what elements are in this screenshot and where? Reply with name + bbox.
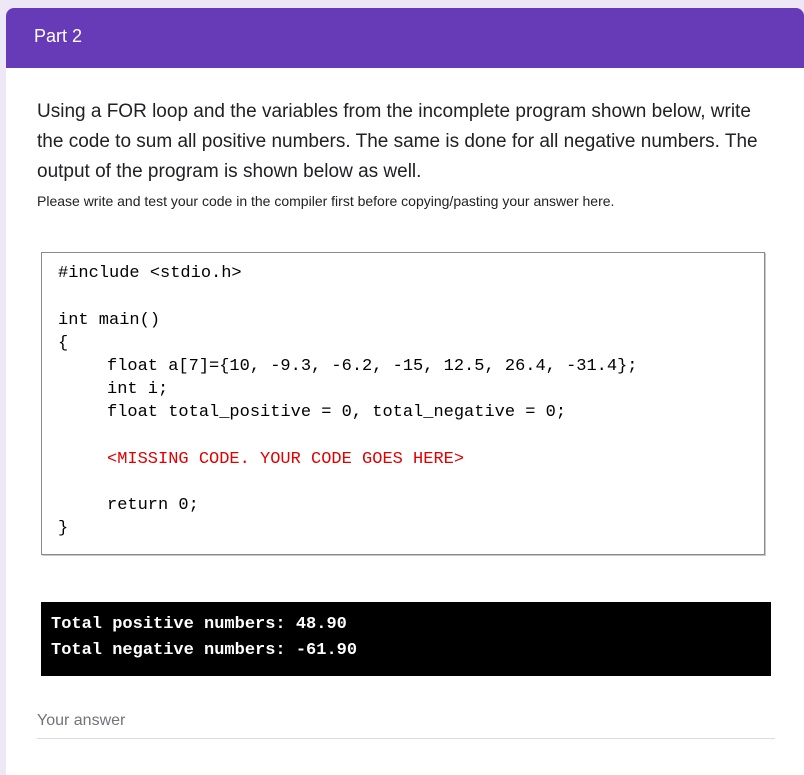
code-line: float a[7]={10, -9.3, -6.2, -15, 12.5, 26.4, -31.4}; bbox=[107, 357, 638, 376]
code-image bbox=[41, 252, 765, 555]
answer-field[interactable] bbox=[37, 706, 775, 739]
code-line: return 0; bbox=[107, 496, 199, 515]
missing-code-line: <MISSING CODE. YOUR CODE GOES HERE> bbox=[107, 450, 465, 469]
question-card bbox=[6, 8, 804, 775]
section-header bbox=[6, 8, 804, 68]
code-line: { bbox=[58, 334, 69, 353]
program-output bbox=[41, 602, 771, 676]
code-line: int main() bbox=[58, 311, 161, 330]
code-line: int i; bbox=[107, 380, 169, 399]
section-title: Part 2 bbox=[34, 26, 83, 46]
output-line: Total negative numbers: -61.90 bbox=[51, 641, 358, 660]
code-line: } bbox=[58, 519, 69, 538]
answer-placeholder: Your answer bbox=[37, 712, 126, 729]
code-line: #include <stdio.h> bbox=[58, 264, 242, 283]
code-line: float total_positive = 0, total_negative = 0; bbox=[107, 403, 567, 422]
question-note: Please write and test your code in the compiler first before copying/pasting your answer here. bbox=[37, 193, 615, 209]
question-description: Using a FOR loop and the variables from the incomplete program shown below, write the code to sum all positive numbers. The same is done for all negative numbers. The output of the program is shown below as well. bbox=[37, 101, 758, 182]
output-line: Total positive numbers: 48.90 bbox=[51, 615, 347, 634]
